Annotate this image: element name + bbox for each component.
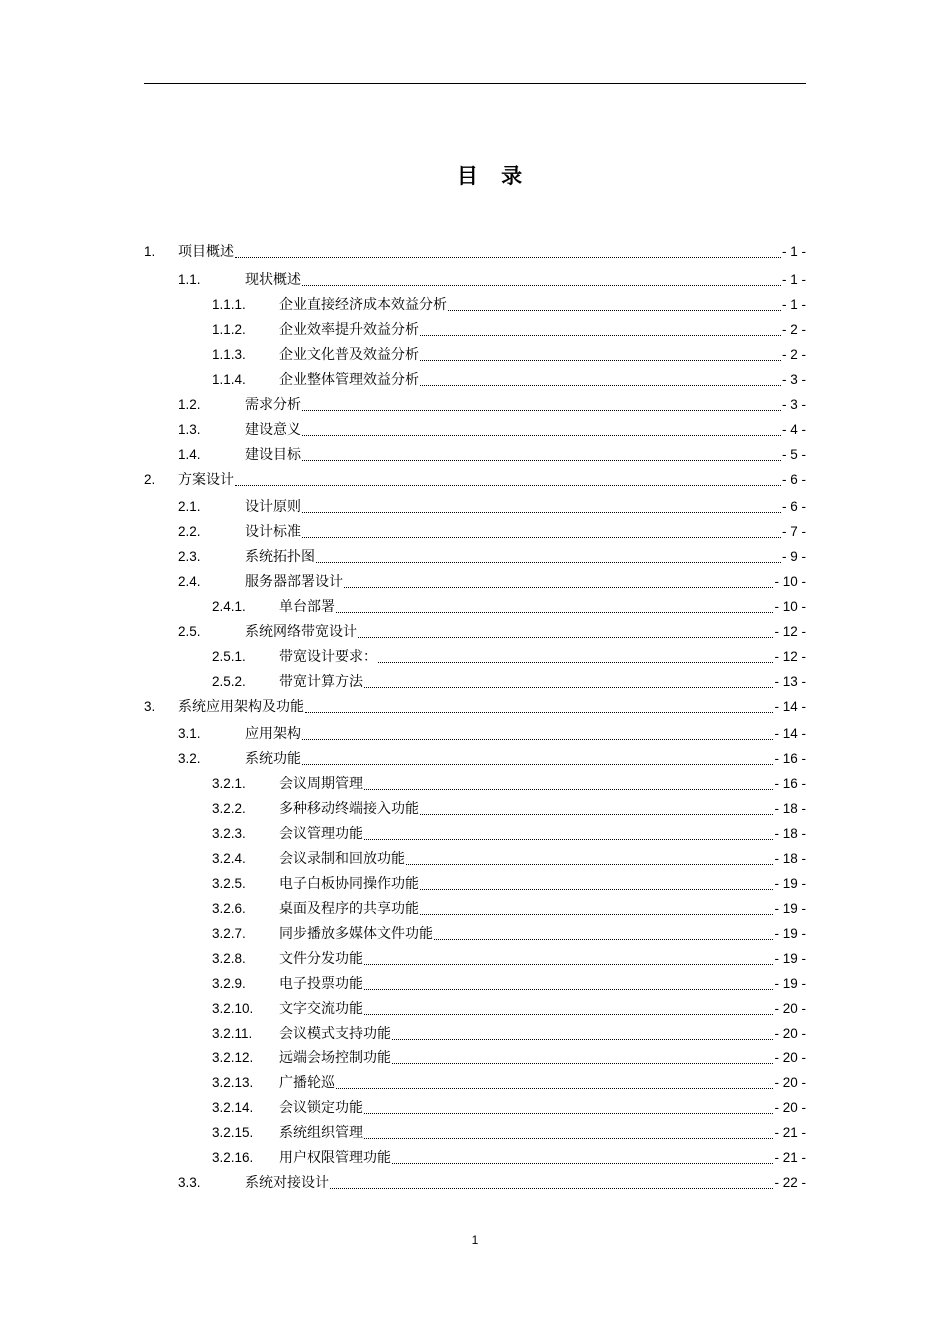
toc-entry-page: - 18 - bbox=[774, 801, 806, 816]
toc-entry-page: - 18 - bbox=[774, 851, 806, 866]
toc-entry-number: 2.5.2. bbox=[212, 674, 246, 689]
toc-entry[interactable] bbox=[212, 974, 806, 994]
toc-entry-title: 方案设计 bbox=[178, 472, 234, 488]
toc-entry[interactable] bbox=[212, 1073, 806, 1093]
toc-entry-number: 3.2.3. bbox=[212, 826, 246, 841]
toc-entry-page: - 20 - bbox=[774, 1075, 806, 1090]
toc-entry-page: - 3 - bbox=[781, 397, 806, 412]
toc-dot-leader bbox=[364, 1112, 773, 1114]
toc-entry-number: 3.2.1. bbox=[212, 776, 246, 791]
toc-entry-title: 用户权限管理功能 bbox=[279, 1150, 391, 1166]
toc-entry-page: - 12 - bbox=[774, 649, 806, 664]
toc-dot-leader bbox=[305, 711, 773, 713]
toc-entry-page: - 1 - bbox=[781, 244, 806, 259]
toc-entry-number: 3.2.2. bbox=[212, 801, 246, 816]
toc-entry[interactable] bbox=[212, 924, 806, 944]
toc-entry-number: 3.2.9. bbox=[212, 976, 246, 991]
toc-entry[interactable] bbox=[212, 874, 806, 894]
toc-entry[interactable] bbox=[144, 242, 806, 262]
toc-entry-number: 3.2.16. bbox=[212, 1150, 254, 1165]
toc-entry[interactable] bbox=[212, 999, 806, 1019]
toc-entry-title: 会议模式支持功能 bbox=[279, 1026, 391, 1042]
toc-entry-number: 3.2.12. bbox=[212, 1050, 254, 1065]
toc-dot-leader bbox=[358, 636, 773, 638]
toc-entry[interactable] bbox=[178, 497, 806, 517]
toc-dot-leader bbox=[448, 309, 781, 311]
toc-entry-number: 3.2.15. bbox=[212, 1125, 254, 1140]
toc-dot-leader bbox=[364, 1137, 773, 1139]
toc-entry-number: 2.5.1. bbox=[212, 649, 246, 664]
toc-entry-title: 设计标准 bbox=[245, 524, 301, 540]
toc-entry-page: - 6 - bbox=[781, 499, 806, 514]
toc-dot-leader bbox=[302, 738, 773, 740]
toc-entry[interactable] bbox=[212, 597, 806, 617]
toc-dot-leader bbox=[302, 409, 781, 411]
toc-dot-leader bbox=[302, 284, 781, 286]
toc-entry-title: 会议管理功能 bbox=[279, 826, 363, 842]
toc-entry-number: 3.2. bbox=[178, 751, 201, 766]
toc-entry-page: - 19 - bbox=[774, 926, 806, 941]
toc-entry-number: 2.5. bbox=[178, 624, 201, 639]
toc-entry-title: 电子白板协同操作功能 bbox=[279, 876, 419, 892]
toc-entry-page: - 19 - bbox=[774, 951, 806, 966]
toc-entry-number: 1. bbox=[144, 244, 156, 259]
toc-entry[interactable] bbox=[212, 1024, 806, 1044]
toc-entry-title: 系统功能 bbox=[245, 751, 301, 767]
toc-entry-title: 需求分析 bbox=[245, 397, 301, 413]
toc-dot-leader bbox=[364, 838, 773, 840]
toc-entry[interactable] bbox=[212, 949, 806, 969]
toc-entry-title: 项目概述 bbox=[178, 244, 234, 260]
toc-entry-number: 1.3. bbox=[178, 422, 201, 437]
toc-entry-page: - 3 - bbox=[781, 372, 806, 387]
toc-entry-number: 3.2.14. bbox=[212, 1100, 254, 1115]
toc-dot-leader bbox=[330, 1187, 773, 1189]
toc-dot-leader bbox=[420, 813, 773, 815]
toc-entry[interactable] bbox=[212, 1148, 806, 1168]
toc-entry-page: - 18 - bbox=[774, 826, 806, 841]
toc-entry[interactable] bbox=[178, 572, 806, 592]
toc-entry-number: 3.2.5. bbox=[212, 876, 246, 891]
toc-entry-title: 单台部署 bbox=[279, 599, 335, 615]
toc-entry[interactable] bbox=[212, 824, 806, 844]
toc-entry-page: - 14 - bbox=[774, 699, 806, 714]
toc-entry[interactable] bbox=[178, 270, 806, 290]
toc-entry-title: 设计原则 bbox=[245, 499, 301, 515]
toc-entry-title: 服务器部署设计 bbox=[245, 574, 343, 590]
toc-dot-leader bbox=[364, 963, 773, 965]
toc-entry-title: 企业效率提升效益分析 bbox=[279, 322, 419, 338]
toc-entry-number: 1.1.1. bbox=[212, 297, 246, 312]
toc-entry-number: 2.3. bbox=[178, 549, 201, 564]
toc-entry-page: - 20 - bbox=[774, 1026, 806, 1041]
toc-entry-number: 3.3. bbox=[178, 1175, 201, 1190]
toc-entry-page: - 19 - bbox=[774, 876, 806, 891]
toc-entry[interactable] bbox=[144, 470, 806, 490]
toc-entry-page: - 16 - bbox=[774, 751, 806, 766]
toc-entry-number: 3.1. bbox=[178, 726, 201, 741]
toc-entry-number: 1.1. bbox=[178, 272, 201, 287]
toc-entry-page: - 10 - bbox=[774, 574, 806, 589]
toc-dot-leader bbox=[364, 1013, 773, 1015]
toc-entry[interactable] bbox=[212, 899, 806, 919]
toc-entry-title: 会议录制和回放功能 bbox=[279, 851, 405, 867]
toc-entry-number: 1.2. bbox=[178, 397, 201, 412]
toc-dot-leader bbox=[420, 384, 781, 386]
toc-entry[interactable] bbox=[212, 1098, 806, 1118]
toc-dot-leader bbox=[406, 863, 773, 865]
toc-dot-leader bbox=[392, 1162, 773, 1164]
toc-entry[interactable] bbox=[212, 849, 806, 869]
toc-entry-title: 系统网络带宽设计 bbox=[245, 624, 357, 640]
toc-dot-leader bbox=[302, 459, 781, 461]
toc-entry-page: - 19 - bbox=[774, 901, 806, 916]
toc-dot-leader bbox=[420, 334, 781, 336]
toc-dot-leader bbox=[302, 763, 773, 765]
toc-entry-title: 系统对接设计 bbox=[245, 1175, 329, 1191]
toc-entry[interactable] bbox=[178, 522, 806, 542]
toc-entry[interactable] bbox=[178, 1173, 806, 1193]
toc-dot-leader bbox=[302, 536, 781, 538]
toc-dot-leader bbox=[364, 686, 773, 688]
toc-entry-title: 建设目标 bbox=[245, 447, 301, 463]
toc-entry-title: 广播轮巡 bbox=[279, 1075, 335, 1091]
toc-entry[interactable] bbox=[178, 547, 806, 567]
toc-entry-title: 建设意义 bbox=[245, 422, 301, 438]
toc-dot-leader bbox=[392, 1038, 773, 1040]
toc-entry-number: 2.1. bbox=[178, 499, 201, 514]
toc-entry-title: 带宽计算方法 bbox=[279, 674, 363, 690]
toc-entry[interactable] bbox=[212, 672, 806, 692]
toc-entry[interactable] bbox=[212, 345, 806, 365]
toc-entry[interactable] bbox=[178, 749, 806, 769]
toc-entry-page: - 13 - bbox=[774, 674, 806, 689]
toc-entry-number: 3.2.10. bbox=[212, 1001, 254, 1016]
toc-dot-leader bbox=[235, 256, 781, 258]
page-title: 目 录 bbox=[456, 164, 531, 188]
toc-entry[interactable] bbox=[212, 1123, 806, 1143]
toc-entry[interactable] bbox=[212, 1048, 806, 1068]
toc-entry-number: 1.1.3. bbox=[212, 347, 246, 362]
toc-dot-leader bbox=[420, 359, 781, 361]
toc-entry-title: 文字交流功能 bbox=[279, 1001, 363, 1017]
toc-dot-leader bbox=[344, 586, 773, 588]
toc-entry-page: - 16 - bbox=[774, 776, 806, 791]
toc-entry[interactable] bbox=[212, 799, 806, 819]
toc-entry-title: 系统应用架构及功能 bbox=[178, 699, 304, 715]
toc-entry-number: 2.4.1. bbox=[212, 599, 246, 614]
toc-entry-title: 远端会场控制功能 bbox=[279, 1050, 391, 1066]
toc-entry-title: 系统组织管理 bbox=[279, 1125, 363, 1141]
toc-entry[interactable] bbox=[144, 697, 806, 717]
toc-dot-leader bbox=[316, 561, 781, 563]
toc-entry[interactable] bbox=[212, 647, 806, 667]
toc-dot-leader bbox=[378, 661, 773, 663]
toc-entry-page: - 12 - bbox=[774, 624, 806, 639]
toc-entry[interactable] bbox=[212, 295, 806, 315]
toc-entry-page: - 22 - bbox=[774, 1175, 806, 1190]
toc-entry-title: 现状概述 bbox=[245, 272, 301, 288]
toc-entry-page: - 1 - bbox=[781, 297, 806, 312]
toc-entry-number: 3.2.4. bbox=[212, 851, 246, 866]
toc-dot-leader bbox=[235, 484, 781, 486]
toc-entry-number: 3.2.11. bbox=[212, 1026, 253, 1041]
toc-entry-title: 同步播放多媒体文件功能 bbox=[279, 926, 433, 942]
toc-entry-title: 多种移动终端接入功能 bbox=[279, 801, 419, 817]
toc-entry-number: 3.2.13. bbox=[212, 1075, 254, 1090]
toc-entry-page: - 21 - bbox=[774, 1125, 806, 1140]
toc-entry-number: 3.2.8. bbox=[212, 951, 246, 966]
toc-entry[interactable] bbox=[178, 395, 806, 415]
toc-entry-number: 3.2.7. bbox=[212, 926, 246, 941]
toc-entry-title: 会议周期管理 bbox=[279, 776, 363, 792]
toc-entry-page: - 6 - bbox=[781, 472, 806, 487]
toc-entry-number: 3.2.6. bbox=[212, 901, 246, 916]
toc-entry-number: 2.4. bbox=[178, 574, 201, 589]
toc-entry-page: - 5 - bbox=[781, 447, 806, 462]
toc-entry-page: - 2 - bbox=[781, 322, 806, 337]
toc-entry-number: 1.4. bbox=[178, 447, 201, 462]
toc-entry-title: 文件分发功能 bbox=[279, 951, 363, 967]
toc-entry-number: 2.2. bbox=[178, 524, 201, 539]
toc-entry-title: 带宽设计要求： bbox=[279, 649, 377, 665]
toc-entry-title: 电子投票功能 bbox=[279, 976, 363, 992]
toc-dot-leader bbox=[302, 434, 781, 436]
toc-entry-number: 3. bbox=[144, 699, 156, 714]
toc-entry-page: - 20 - bbox=[774, 1050, 806, 1065]
toc-entry[interactable] bbox=[178, 420, 806, 440]
toc-entry-number: 1.1.2. bbox=[212, 322, 246, 337]
toc-entry[interactable] bbox=[212, 370, 806, 390]
page-number: 1 bbox=[471, 1233, 479, 1247]
toc-dot-leader bbox=[364, 788, 773, 790]
toc-dot-leader bbox=[302, 511, 781, 513]
toc-entry-title: 企业整体管理效益分析 bbox=[279, 372, 419, 388]
toc-entry-title: 桌面及程序的共享功能 bbox=[279, 901, 419, 917]
toc-entry-number: 1.1.4. bbox=[212, 372, 246, 387]
toc-entry-title: 系统拓扑图 bbox=[245, 549, 315, 565]
toc-entry[interactable] bbox=[178, 445, 806, 465]
toc-entry-page: - 2 - bbox=[781, 347, 806, 362]
toc-entry[interactable] bbox=[178, 724, 806, 744]
toc-dot-leader bbox=[434, 938, 773, 940]
toc-entry-page: - 21 - bbox=[774, 1150, 806, 1165]
toc-entry[interactable] bbox=[178, 622, 806, 642]
toc-entry-page: - 7 - bbox=[781, 524, 806, 539]
toc-dot-leader bbox=[420, 888, 773, 890]
toc-dot-leader bbox=[420, 913, 773, 915]
toc-entry-title: 应用架构 bbox=[245, 726, 301, 742]
toc-entry[interactable] bbox=[212, 774, 806, 794]
toc-entry[interactable] bbox=[212, 320, 806, 340]
toc-entry-title: 企业直接经济成本效益分析 bbox=[279, 297, 447, 313]
toc-dot-leader bbox=[392, 1062, 773, 1064]
toc-entry-page: - 19 - bbox=[774, 976, 806, 991]
toc-entry-title: 会议锁定功能 bbox=[279, 1100, 363, 1116]
toc-entry-number: 2. bbox=[144, 472, 156, 487]
toc-dot-leader bbox=[336, 611, 773, 613]
toc-entry-page: - 1 - bbox=[781, 272, 806, 287]
toc-entry-title: 企业文化普及效益分析 bbox=[279, 347, 419, 363]
toc-entry-page: - 4 - bbox=[781, 422, 806, 437]
toc-dot-leader bbox=[364, 988, 773, 990]
toc-dot-leader bbox=[336, 1087, 773, 1089]
toc-entry-page: - 20 - bbox=[774, 1001, 806, 1016]
toc-entry-page: - 10 - bbox=[774, 599, 806, 614]
toc-entry-page: - 14 - bbox=[774, 726, 806, 741]
toc-entry-page: - 20 - bbox=[774, 1100, 806, 1115]
toc-entry-page: - 9 - bbox=[781, 549, 806, 564]
